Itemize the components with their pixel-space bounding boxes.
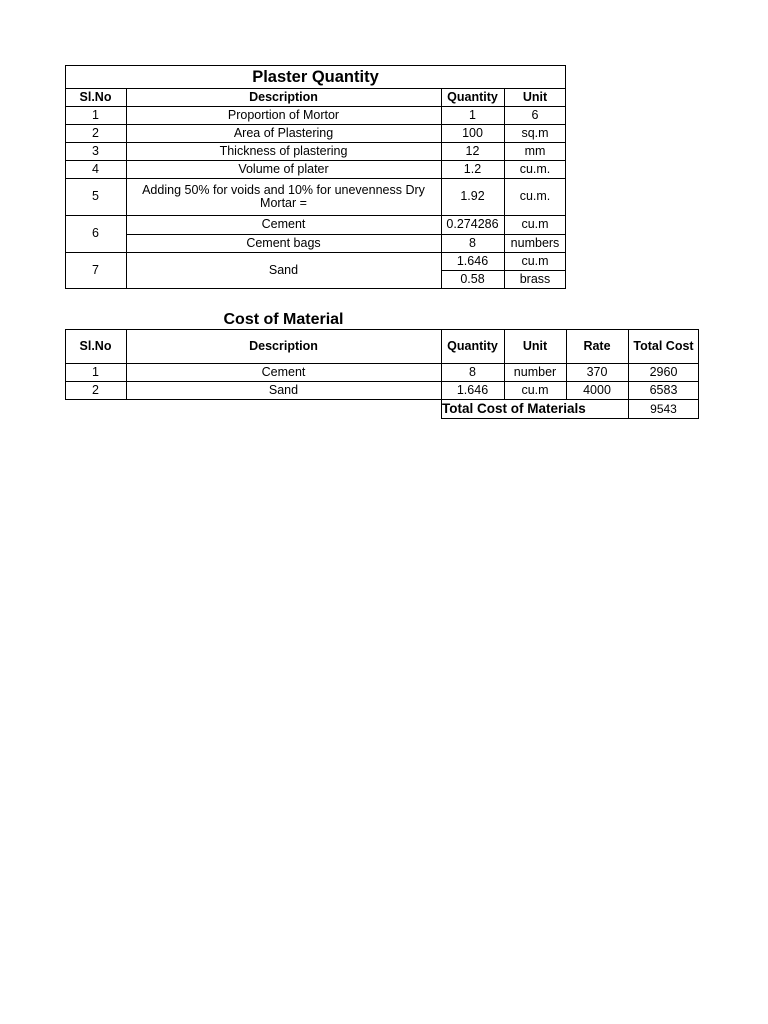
cost-row-1-rate: 370 bbox=[586, 364, 608, 379]
total-cost-value: 9543 bbox=[650, 402, 677, 416]
cost-row-2-description: Sand bbox=[268, 382, 299, 397]
header-slno: Sl.No bbox=[79, 89, 112, 104]
row-4-slno: 4 bbox=[92, 161, 99, 176]
header-unit: Unit bbox=[522, 89, 548, 104]
row-6a-quantity: 0.274286 bbox=[446, 217, 499, 231]
row-4-quantity: 1.2 bbox=[463, 161, 482, 176]
row-2-quantity: 100 bbox=[462, 125, 483, 140]
cost-table-title: Cost of Material bbox=[223, 310, 344, 328]
cost-row-2-quantity: 1.646 bbox=[456, 382, 489, 397]
row-1-unit: 6 bbox=[531, 107, 539, 122]
row-2-slno: 2 bbox=[92, 125, 99, 140]
header-description: Description bbox=[249, 89, 318, 104]
row-2-description: Area of Plastering bbox=[233, 125, 334, 140]
cost-row-1-slno: 1 bbox=[92, 364, 99, 379]
cost-header-slno: Sl.No bbox=[79, 338, 112, 353]
row-3-unit: mm bbox=[524, 143, 546, 158]
row-6b-description: Cement bags bbox=[246, 235, 321, 250]
header-quantity: Quantity bbox=[447, 89, 498, 104]
row-3-quantity: 12 bbox=[465, 143, 480, 158]
row-7-description: Sand bbox=[268, 262, 299, 277]
row-1-quantity: 1 bbox=[469, 107, 476, 122]
row-4-description: Volume of plater bbox=[238, 161, 329, 176]
cost-header-total: Total Cost bbox=[633, 338, 694, 353]
cost-header-unit: Unit bbox=[522, 338, 548, 353]
row-7a-unit: cu.m bbox=[521, 253, 549, 268]
row-7a-quantity: 1.646 bbox=[456, 253, 489, 268]
row-6-slno: 6 bbox=[92, 226, 99, 240]
cost-row-2-total: 6583 bbox=[649, 382, 678, 397]
plaster-table-title: Plaster Quantity bbox=[252, 67, 379, 86]
cost-row-1-description: Cement bbox=[261, 364, 306, 379]
total-cost-label: Total Cost of Materials bbox=[442, 401, 586, 416]
row-7b-unit: brass bbox=[519, 271, 551, 286]
row-6b-unit: numbers bbox=[510, 235, 560, 250]
row-5-description: Adding 50% for voids and 10% for unevenness Dry Mortar = bbox=[142, 182, 425, 210]
row-1-slno: 1 bbox=[92, 107, 99, 122]
cost-row-2-slno: 2 bbox=[92, 382, 99, 397]
row-7-slno: 7 bbox=[92, 262, 99, 277]
plaster-quantity-table bbox=[0, 0, 768, 300]
cost-header-quantity: Quantity bbox=[447, 338, 498, 353]
cost-of-material-table bbox=[0, 300, 768, 430]
row-4-unit: cu.m. bbox=[519, 161, 551, 176]
cost-row-1-total: 2960 bbox=[649, 364, 678, 379]
row-6a-description: Cement bbox=[261, 217, 306, 231]
cost-header-rate: Rate bbox=[583, 338, 611, 353]
row-1-description: Proportion of Mortor bbox=[227, 107, 340, 122]
cost-header-description: Description bbox=[249, 338, 318, 353]
cost-row-1-unit: number bbox=[513, 364, 557, 379]
row-5-slno: 5 bbox=[92, 189, 99, 203]
row-3-slno: 3 bbox=[92, 143, 99, 158]
cost-row-2-unit: cu.m bbox=[521, 382, 549, 397]
row-5-quantity: 1.92 bbox=[460, 189, 485, 203]
row-3-description: Thickness of plastering bbox=[219, 143, 348, 158]
cost-row-2-rate: 4000 bbox=[583, 382, 611, 397]
row-6a-unit: cu.m bbox=[521, 217, 549, 231]
cost-row-1-quantity: 8 bbox=[469, 364, 476, 379]
row-6b-quantity: 8 bbox=[469, 235, 476, 250]
row-5-unit: cu.m. bbox=[519, 189, 551, 203]
row-2-unit: sq.m bbox=[521, 125, 549, 140]
row-7b-quantity: 0.58 bbox=[460, 271, 485, 286]
